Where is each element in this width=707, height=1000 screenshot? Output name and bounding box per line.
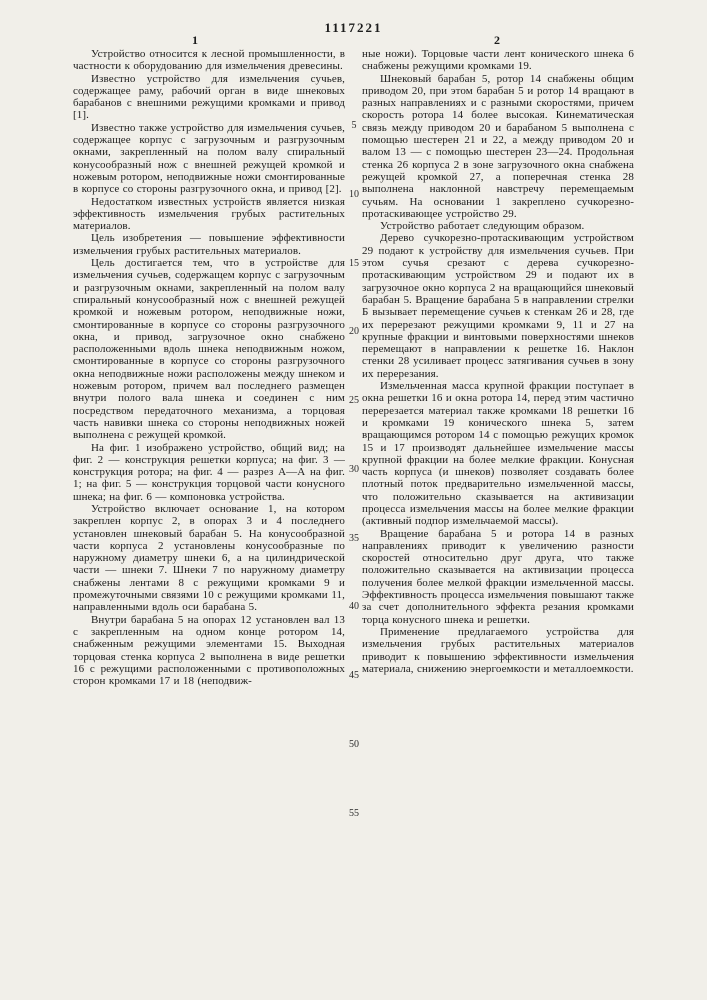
line-number: 40 (349, 601, 359, 612)
paragraph: Устройство работает следующим образом. (380, 220, 585, 233)
column-number-right: 2 (494, 33, 500, 47)
paragraph: Внутри барабана 5 на опорах 12 установлен вал 13 с закрепленным на одном конце ротором 14, снабженным режущими элементами 15. Выходная торцовая стенка корпуса 2 выполнена в виде решетки 16 с режущими расположенными с противоположных сторон кромками 17 и 18 (неподвиж- (73, 613, 345, 688)
line-number: 45 (349, 670, 359, 681)
left-text-column (73, 48, 345, 687)
line-number: 30 (349, 464, 359, 475)
right-text-column (362, 48, 634, 675)
line-number: 5 (351, 120, 357, 131)
paragraph: Применение предлагаемого устройства для измельчения грубых растительных материалов приводит к повышению эффективности измельчения материала, снижению энергоемкости и металлоемкости. (362, 625, 634, 675)
line-number: 55 (349, 808, 359, 819)
paragraph: Цель достигается тем, что в устройстве для измельчения сучьев, содержащем корпус с загрузочным и разгрузочным окнами, закрепленный на полом валу спиральный конусообразный нож с внешней режущей кромкой и ножевым ротором, неподвижные ножи, смонтированные в корпусе со стороны разгрузочного окна, и привод, загрузочное окно снабжено расположенными вдоль шнека неподвижным ножом, смонтированные в корпусе со стороны разгрузочного окна неподвижные ножи расположены между шнеком и ножевым ротором, причем вал последнего размещен внутри полого вала шнека и соединен с ним посредством передаточного механизма, а торцовая часть навивки шнека со стороны неподвижных ножей выполнена с режущей кромкой. (73, 257, 345, 442)
paragraph: Измельченная масса крупной фракции поступает в окна решетки 16 и окна ротора 14, перед этим частично перерезается материал также кромками 18 решетки 16 и кромками 19 конического шнека 5, затем вращающимся ротором 14 с помощью режущих кромок 15 и 17 производят дальнейшее измельчение массы крупной фракции на более мелкие фракции. Конусная часть корпуса (и шнеков) позволяет создавать более плотный поток предварительно измельченной массы, что положительно сказывается на активизации процесса измельчения массы на более мелкие фракции (активный подпор измельчаемой массы). (362, 380, 634, 528)
paragraph: Дерево сучкорезно-протаскивающим устройством 29 подают к устройству для измельчения сучьев. При этом сучья срезают с дерева сучкорезно-протаскивающим устройством 29 и подают их в загрузочное окно корпуса 2 на вращающийся шнековый барабан 5. Вращение барабана 5 в направлении стрелки Б вызывает перемещение сучьев к стенкам 26 и 28, где их перерезают режущими кромками 9, 11 и 27 на крупные фракции и винтовыми поверхностями шнеков перемещают в направлении к решетке 16. Наклон стенки 28 усиливает процесс затягивания сучьев в зону их перерезания. (362, 232, 634, 380)
paragraph: Вращение барабана 5 и ротора 14 в разных направлениях приводит к увеличению разности скоростей относительно друг друга, что также положительно сказывается на активизации процесса получения более мелкой фракции измельченной массы. Эффективность процесса измельчения повышают также за счет дополнительного эффекта резания кромками торца конусного шнека и решетки. (362, 527, 634, 626)
paragraph: Шнековый барабан 5, ротор 14 снабжены общим приводом 20, при этом барабан 5 и ротор 14 вращают в разных направлениях и с разными скоростями, причем скорость ротора 14 более высокая. Кинематическая связь между приводом 20 и барабаном 5 выполнена с помощью шестерен 21 и 22, а между приводом 20 и валом 13 — с помощью шестерен 23—24. Продольная стенка 26 корпуса 2 в зоне загрузочного окна снабжена режущей кромкой 27, а поперечная стенка 28 выполнена наклонной навстречу перемещаемым сучьям. На основании 1 закреплено сучкорезно-протаскивающее устройство 29. (362, 72, 634, 220)
patent-number: 1117221 (324, 20, 383, 35)
paragraph: Известно также устройство для измельчения сучьев, содержащее корпус с загрузочным и разгрузочным окнами, закрепленный на полом валу спиральный конусообразный нож с внешней режущей кромкой и ножевым ротором, неподвижные ножи смонтированные в корпусе со стороны разгрузочного окна, и привод [2]. (73, 121, 345, 196)
paragraph: Недостатком известных устройств является низкая эффективность измельчения грубых растительных материалов. (73, 195, 345, 233)
line-number: 25 (349, 395, 359, 406)
paragraph-continuation: ные ножи). Торцовые части лент конического шнека 6 снабжены режущими кромками 19. (362, 48, 634, 73)
column-number-left: 1 (192, 33, 198, 47)
line-number: 50 (349, 739, 359, 750)
line-number-gutter (345, 0, 363, 1000)
paragraph: Устройство относится к лесной промышленности, в частности к оборудованию для измельчения древесины. (73, 48, 345, 73)
paragraph: Известно устройство для измельчения сучьев, содержащее раму, рабочий орган в виде шнековых барабанов с внешними режущими кромками и привод [1]. (73, 72, 345, 122)
line-number: 20 (349, 326, 359, 337)
line-number: 10 (349, 189, 359, 200)
line-number: 15 (349, 258, 359, 269)
paragraph: На фиг. 1 изображено устройство, общий вид; на фиг. 2 — конструкция решетки корпуса; на фиг. 3 — конструкция ротора; на фиг. 4 — разрез А—А на фиг. 1; на фиг. 5 — конструкция торцовой части конусного шнека; на фиг. 6 — компоновка устройства. (73, 441, 345, 503)
paragraph: Устройство включает основание 1, на котором закреплен корпус 2, в опорах 3 и 4 последнего установлен шнековый барабан 5. На конусообразной части корпуса 2 установлены конусообразные по наружному диаметру шнеки 6, а на цилиндрической части — шнеки 7. Шнеки 7 по наружному диаметру снабжены лентами 8 с режущими кромками 9 и промежуточными связями 10 с режущими кромками 11, направленными вдоль оси барабана 5. (73, 502, 345, 614)
paragraph: Цель изобретения — повышение эффективности измельчения грубых растительных материалов. (73, 232, 345, 257)
line-number: 35 (349, 533, 359, 544)
